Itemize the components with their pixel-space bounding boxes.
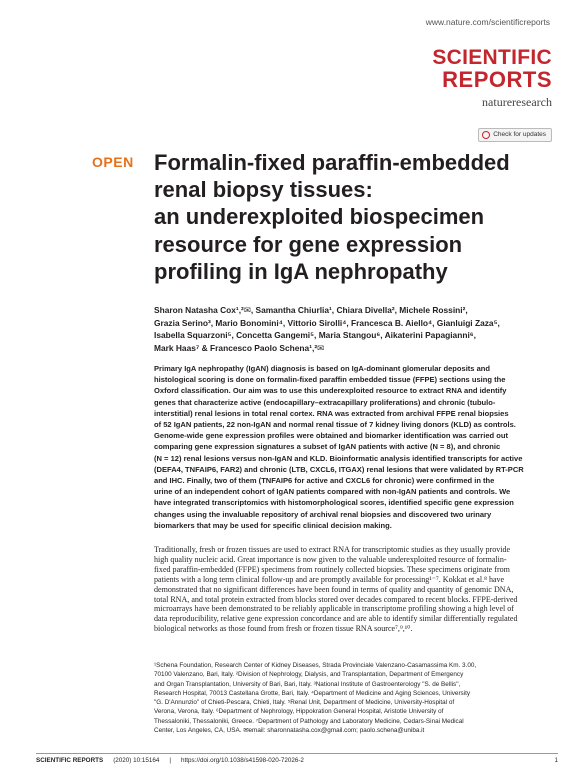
body-line: biological networks as those found from fresh or frozen tissue RNA source⁷,⁹,¹⁰. — [154, 624, 413, 634]
abstract-line: biomarkers that may be used for specific clinical decision making. — [154, 520, 392, 530]
abstract-line: Oxford classification. Our aim was to use this underexploited resource to extract RNA and identify — [154, 386, 507, 396]
abstract-line: (DEFA4, TNFAIP6, FAR2) and chronic (LTB, CXCL6, ITGAX) renal lesions that were validated by RT-PCR — [154, 464, 524, 474]
check-for-updates-button[interactable] — [478, 128, 552, 142]
body-line: patients with a long term clinical follow-up and are promptly available for processing¹⁻⁷. Kokkat et al.⁸ have — [154, 574, 505, 584]
author-line: Grazia Serino³, Mario Bonomini⁴, Vittorio Sirolli⁴, Francesca B. Aiello⁴, Gianluigi Zaza⁵, — [154, 317, 500, 328]
title-line: an underexploited biospecimen — [154, 204, 485, 230]
title-line: profiling in IgA nephropathy — [154, 258, 448, 284]
body-line: demonstrated that no significant differences have been found in terms of quality and quantity of genomic DNA, — [154, 584, 514, 594]
abstract-line: comparing gene expression signatures a subset of IgAN patients with active (N = 8), and chronic — [154, 442, 501, 452]
abstract-line: (N = 12) renal lesions versus non-IgAN and KLD. Bioinformatic analysis identified transcripts for active — [154, 453, 523, 463]
affiliation-line: "G. D'Annunzio" of Chieti-Pescara, Chieti, Italy. ⁵Renal Unit, Department of Medicine, University-Hospital of — [154, 699, 455, 707]
footer-divider — [36, 753, 558, 754]
footer-page-number: 1 — [554, 757, 558, 764]
author-line: Isabella Squarzoni⁵, Concetta Gangemi⁵, Maria Stangou⁶, Aikaterini Papagianni⁶, — [154, 330, 476, 340]
affiliations — [154, 661, 558, 735]
footer-separator: | — [169, 757, 172, 764]
journal-logo-scientific: SCIENTIFIC — [432, 46, 552, 69]
body-line: high quality nucleic acid. Great importance is now given to the valuable underexploited resource of formalin- — [154, 554, 507, 564]
affiliation-line: Research Hospital, 70013 Castellana Grotte, Bari, Italy. ⁴Department of Medicine and Aging Sciences, University — [154, 689, 471, 697]
body-line: fixed paraffin-embedded (FFPE) specimens from routinely collected biopsies. These specimens originate from — [154, 564, 510, 574]
article-title — [154, 149, 554, 285]
check-for-updates-label: Check for updates — [493, 131, 546, 138]
affiliation-line: Thessaloniki, Thessaloniki, Greece. ⁷Department of Pathology and Laboratory Medicine, Cedars-Sinai Medical — [154, 717, 464, 725]
affiliation-line: Verona, Verona, Italy. ⁶Department of Nephrology, Hippokration General Hospital, Aristotle University of — [154, 708, 444, 716]
body-paragraph — [154, 545, 558, 634]
publisher-name: natureresearch — [482, 95, 552, 109]
body-line: Traditionally, fresh or frozen tissues are used to extract RNA for transcriptomic studies as they usually provide — [154, 545, 511, 554]
title-line: renal biopsy tissues: — [154, 177, 373, 203]
footer-journal: SCIENTIFIC REPORTS — [36, 757, 104, 764]
abstract-line: and IHC. Finally, two of them (TNFAIP6 for active and CXCL6 for chronic) were confirmed in the — [154, 476, 495, 486]
body-line: microarrays have been demonstrated to be reliably applicable in transcriptome profiling showing a high level of — [154, 604, 514, 614]
affiliation-line: 70100 Valenzano, Bari, Italy. ²Division of Nephrology, Dialysis, and Transplantation, Department of Emergency — [154, 671, 464, 679]
journal-url[interactable]: www.nature.com/scientificreports — [425, 17, 550, 27]
journal-logo-reports: REPORTS — [442, 67, 552, 92]
footer-doi-link[interactable]: https://doi.org/10.1038/s41598-020-72026-2 — [181, 757, 304, 764]
abstract-line: urine of an independent cohort of IgAN patients compared with non-IgAN patients and controls. We — [154, 487, 511, 497]
affiliation-line: ¹Schena Foundation, Research Center of Kidney Diseases, Strada Provinciale Valenzano-Casamassima Km. 3.00, — [154, 662, 477, 669]
update-check-icon — [482, 131, 490, 139]
author-list — [154, 304, 554, 354]
page-footer — [36, 757, 558, 764]
title-line: resource for gene expression — [154, 231, 463, 257]
body-line: data reproducibility, relative gene expression concordance and are able to identify similar differentially regulated — [154, 614, 518, 624]
abstract-line: genes that characterize active (endocapillary–extracapillary proliferations) and chronic (tubulo- — [154, 397, 496, 407]
abstract-line: Genome-wide gene expression profiles were obtained and biomarker identification was carried out — [154, 431, 508, 441]
open-access-label: OPEN — [92, 154, 134, 170]
abstract-line: have integrated transcriptomics with histomorphological scores, identified specific gene expression — [154, 498, 514, 508]
abstract-line: changes using the invaluable repository of archival renal biopsies and discovered two urinary — [154, 509, 492, 519]
abstract-line: Primary IgA nephropathy (IgAN) diagnosis is based on IgA-dominant glomerular deposits and — [154, 364, 491, 373]
body-line: total RNA, and total protein extracted from blocks stored over decades compared to recent blocks. FFPE-derived — [154, 594, 518, 604]
title-line: Formalin-fixed paraffin-embedded — [154, 150, 510, 175]
affiliation-line: Center, Los Angeles, CA, USA. ✉email: sharonnatasha.cox@gmail.com; paolo.schena@uniba.it — [154, 727, 425, 735]
abstract-line: interstitial) renal lesions in total renal cortex. RNA was extracted from archival FFPE renal biopsies — [154, 408, 509, 418]
affiliation-line: and Organ Transplantation, University of Bari, Bari, Italy. ³National Institute of Gastroenterology "S. de Bellis", — [154, 680, 461, 688]
abstract-line: histological scoring is done on formalin-fixed paraffin embedded tissue (FFPE) sections using the — [154, 375, 506, 385]
footer-citation: (2020) 10:15164 — [113, 757, 160, 764]
author-line: Sharon Natasha Cox¹,²✉, Samantha Chiurlia¹, Chiara Divella², Michele Rossini², — [154, 305, 468, 315]
author-line: Mark Haas⁷ & Francesco Paolo Schena¹,²✉ — [154, 342, 325, 353]
abstract — [154, 363, 558, 531]
abstract-line: of 52 IgAN patients, 22 non-IgAN and normal renal tissue of 7 kidney living donors (KLD) as controls. — [154, 420, 516, 430]
